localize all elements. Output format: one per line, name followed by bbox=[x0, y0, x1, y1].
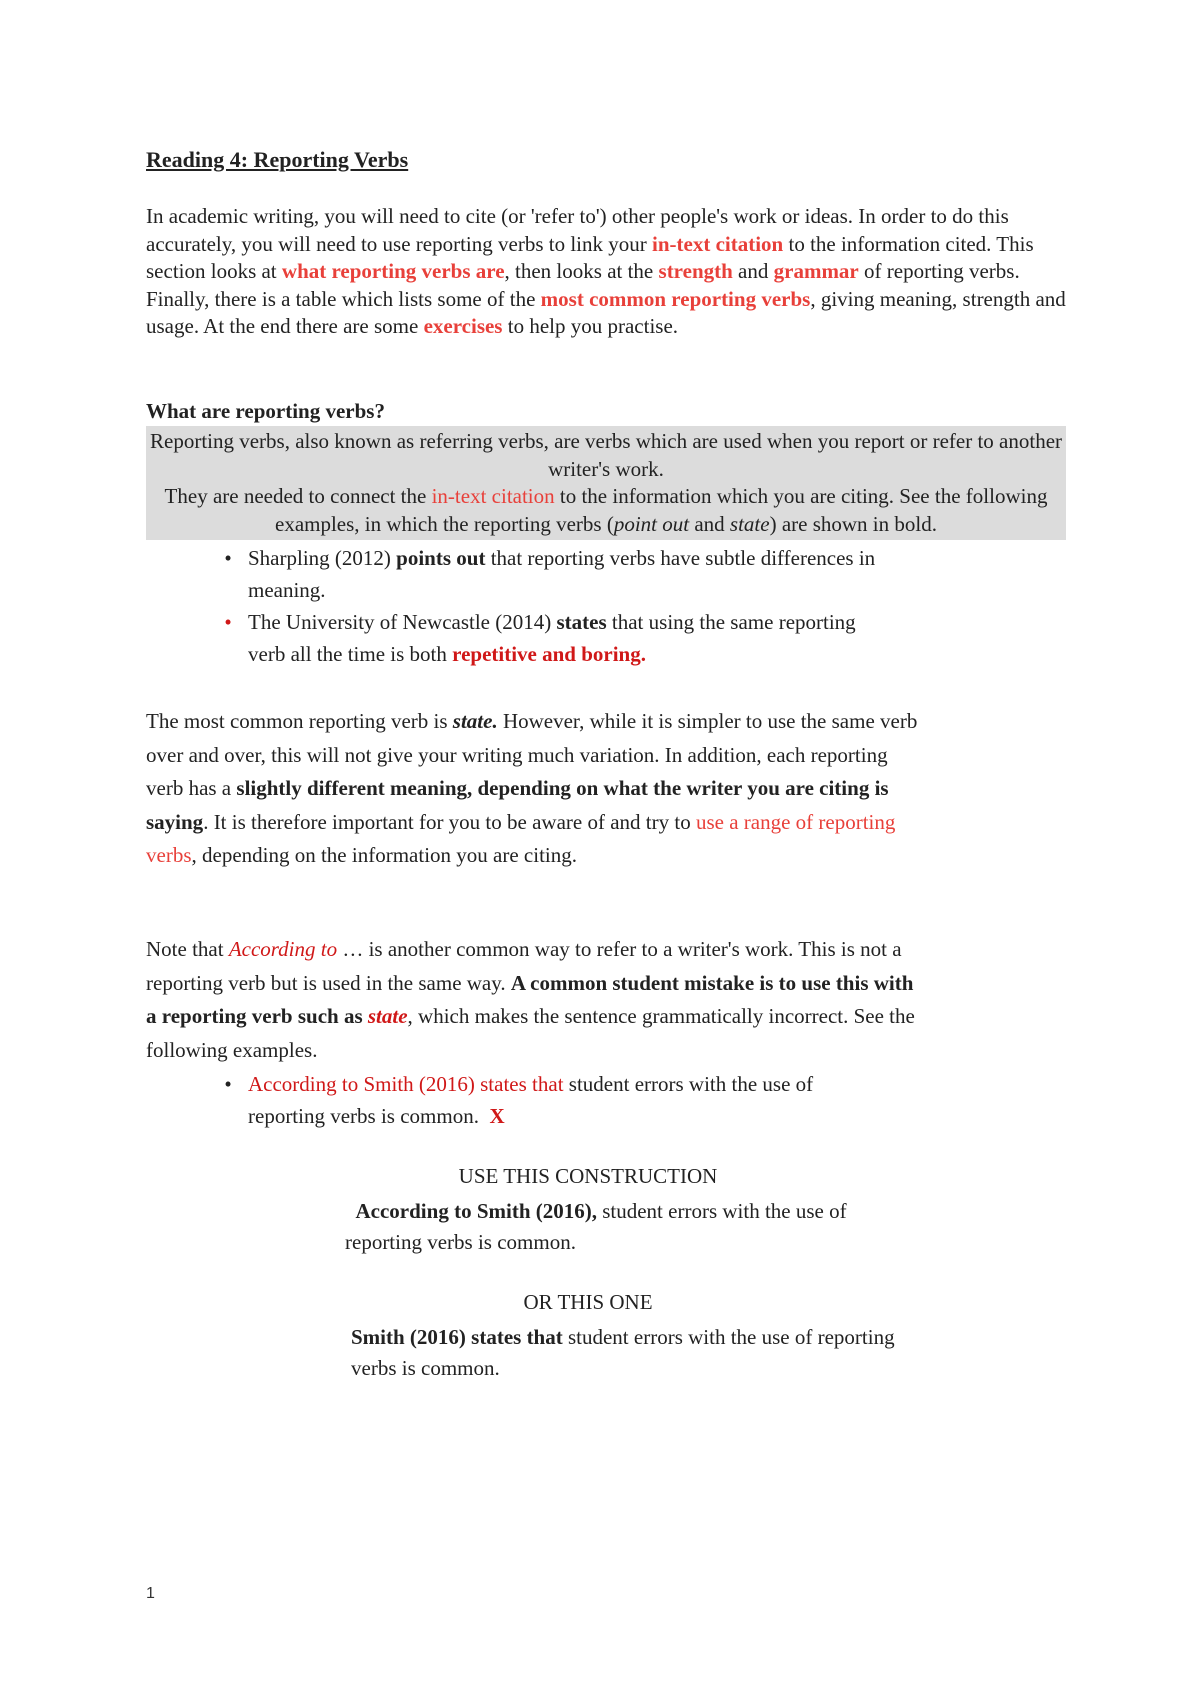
strength-link[interactable]: strength bbox=[658, 259, 733, 283]
use-construction-heading: USE THIS CONSTRUCTION bbox=[458, 1164, 718, 1188]
exercises-link[interactable]: exercises bbox=[423, 314, 503, 338]
intro-text: to help you practise. bbox=[502, 314, 679, 338]
wrong-mark-icon: X bbox=[489, 1104, 505, 1128]
correct-example: Smith (2016) states that student errors with the use of reporting verbs is common. bbox=[351, 1325, 895, 1380]
intro-text: , giving meaning, strength and usage. At the end there are some bbox=[146, 286, 1066, 338]
intro-text: and bbox=[732, 259, 774, 283]
intro-text: In academic writing, you will need to cite (or 'refer to') other people's work or ideas. In order to do this accurately, you will need to use reporting verbs to link your bbox=[146, 204, 1009, 256]
verb-state: state bbox=[729, 511, 770, 536]
list-item: • The University of Newcastle (2014) states that using the same reporting verb all the time is both repetitive and boring. bbox=[248, 606, 888, 670]
common-verb-paragraph: The most common reporting verb is state. However, while it is simpler to use the same verb over and over, this will not give your writing much variation. In addition, each reporting verb has a slightly different meaning, depending on what the writer you are citing is saying. It is therefore important for you to be aware of and try to use a range of reporting verbs, depending on the information you are citing. bbox=[146, 709, 918, 867]
verb-point-out: point out bbox=[613, 511, 690, 536]
list-item: • Sharpling (2012) points out that reporting verbs have subtle differences in meaning. bbox=[248, 542, 888, 606]
according-to-emphasis: According to bbox=[228, 937, 338, 961]
example-list bbox=[224, 542, 888, 670]
most-common-reporting-verbs-link[interactable]: most common reporting verbs bbox=[540, 286, 811, 311]
emphasis-text: repetitive and boring. bbox=[452, 642, 646, 666]
bold-emphasis: A common student mistake is to use this with a reporting verb such as bbox=[146, 970, 914, 1028]
note-paragraph: Note that According to … is another common way to refer to a writer's work. This is not a reporting verb but is used in the same way. A common student mistake is to use this with a reporting verb such as state, which makes the sentence grammatically incorrect. See the following examples. bbox=[146, 937, 915, 1062]
intro-text: of reporting verbs. Finally, there is a table which lists some of the bbox=[146, 259, 1020, 311]
wrong-example-list bbox=[224, 1068, 888, 1132]
intro-paragraph bbox=[146, 203, 1066, 341]
what-reporting-verbs-are-link[interactable]: what reporting verbs are bbox=[281, 259, 505, 283]
definition-line: They are needed to connect the in-text citation to the information which you are citing. See the following examples, in which the reporting verbs (point out and state) are shown in bold. bbox=[164, 484, 1048, 536]
state-emphasis: state. bbox=[452, 709, 498, 733]
or-this-one-heading: OR THIS ONE bbox=[523, 1290, 653, 1314]
intro-text: to the information cited. This section looks at bbox=[146, 231, 1034, 283]
state-emphasis: state bbox=[367, 1004, 408, 1028]
grammar-link[interactable]: grammar bbox=[773, 259, 859, 283]
in-text-citation-link[interactable]: in-text citation bbox=[431, 484, 555, 508]
in-text-citation-link[interactable]: in-text citation bbox=[652, 231, 784, 256]
page-title: Reading 4: Reporting Verbs bbox=[146, 147, 409, 172]
bullet-icon: • bbox=[224, 1072, 232, 1096]
range-of-reporting-verbs-link[interactable]: use a range of reporting verbs bbox=[146, 809, 896, 867]
correct-example: According to Smith (2016), student errors with the use of reporting verbs is common. bbox=[345, 1199, 847, 1254]
definition-box bbox=[146, 426, 1066, 540]
definition-line: Reporting verbs, also known as referring verbs, are verbs which are used when you report or refer to another writer's work. bbox=[150, 429, 1063, 481]
bullet-icon: • bbox=[224, 546, 232, 570]
bullet-icon: • bbox=[224, 610, 232, 634]
intro-text: , then looks at the bbox=[504, 259, 659, 283]
section-heading: What are reporting verbs? bbox=[146, 399, 385, 423]
list-item: • According to Smith (2016) states that student errors with the use of reporting verbs is common. X bbox=[248, 1068, 888, 1132]
incorrect-construction: According to Smith (2016) states that bbox=[248, 1072, 564, 1096]
bold-emphasis: slightly different meaning, depending on what the writer you are citing is saying bbox=[146, 776, 889, 834]
page-number: 1 bbox=[146, 1585, 155, 1602]
